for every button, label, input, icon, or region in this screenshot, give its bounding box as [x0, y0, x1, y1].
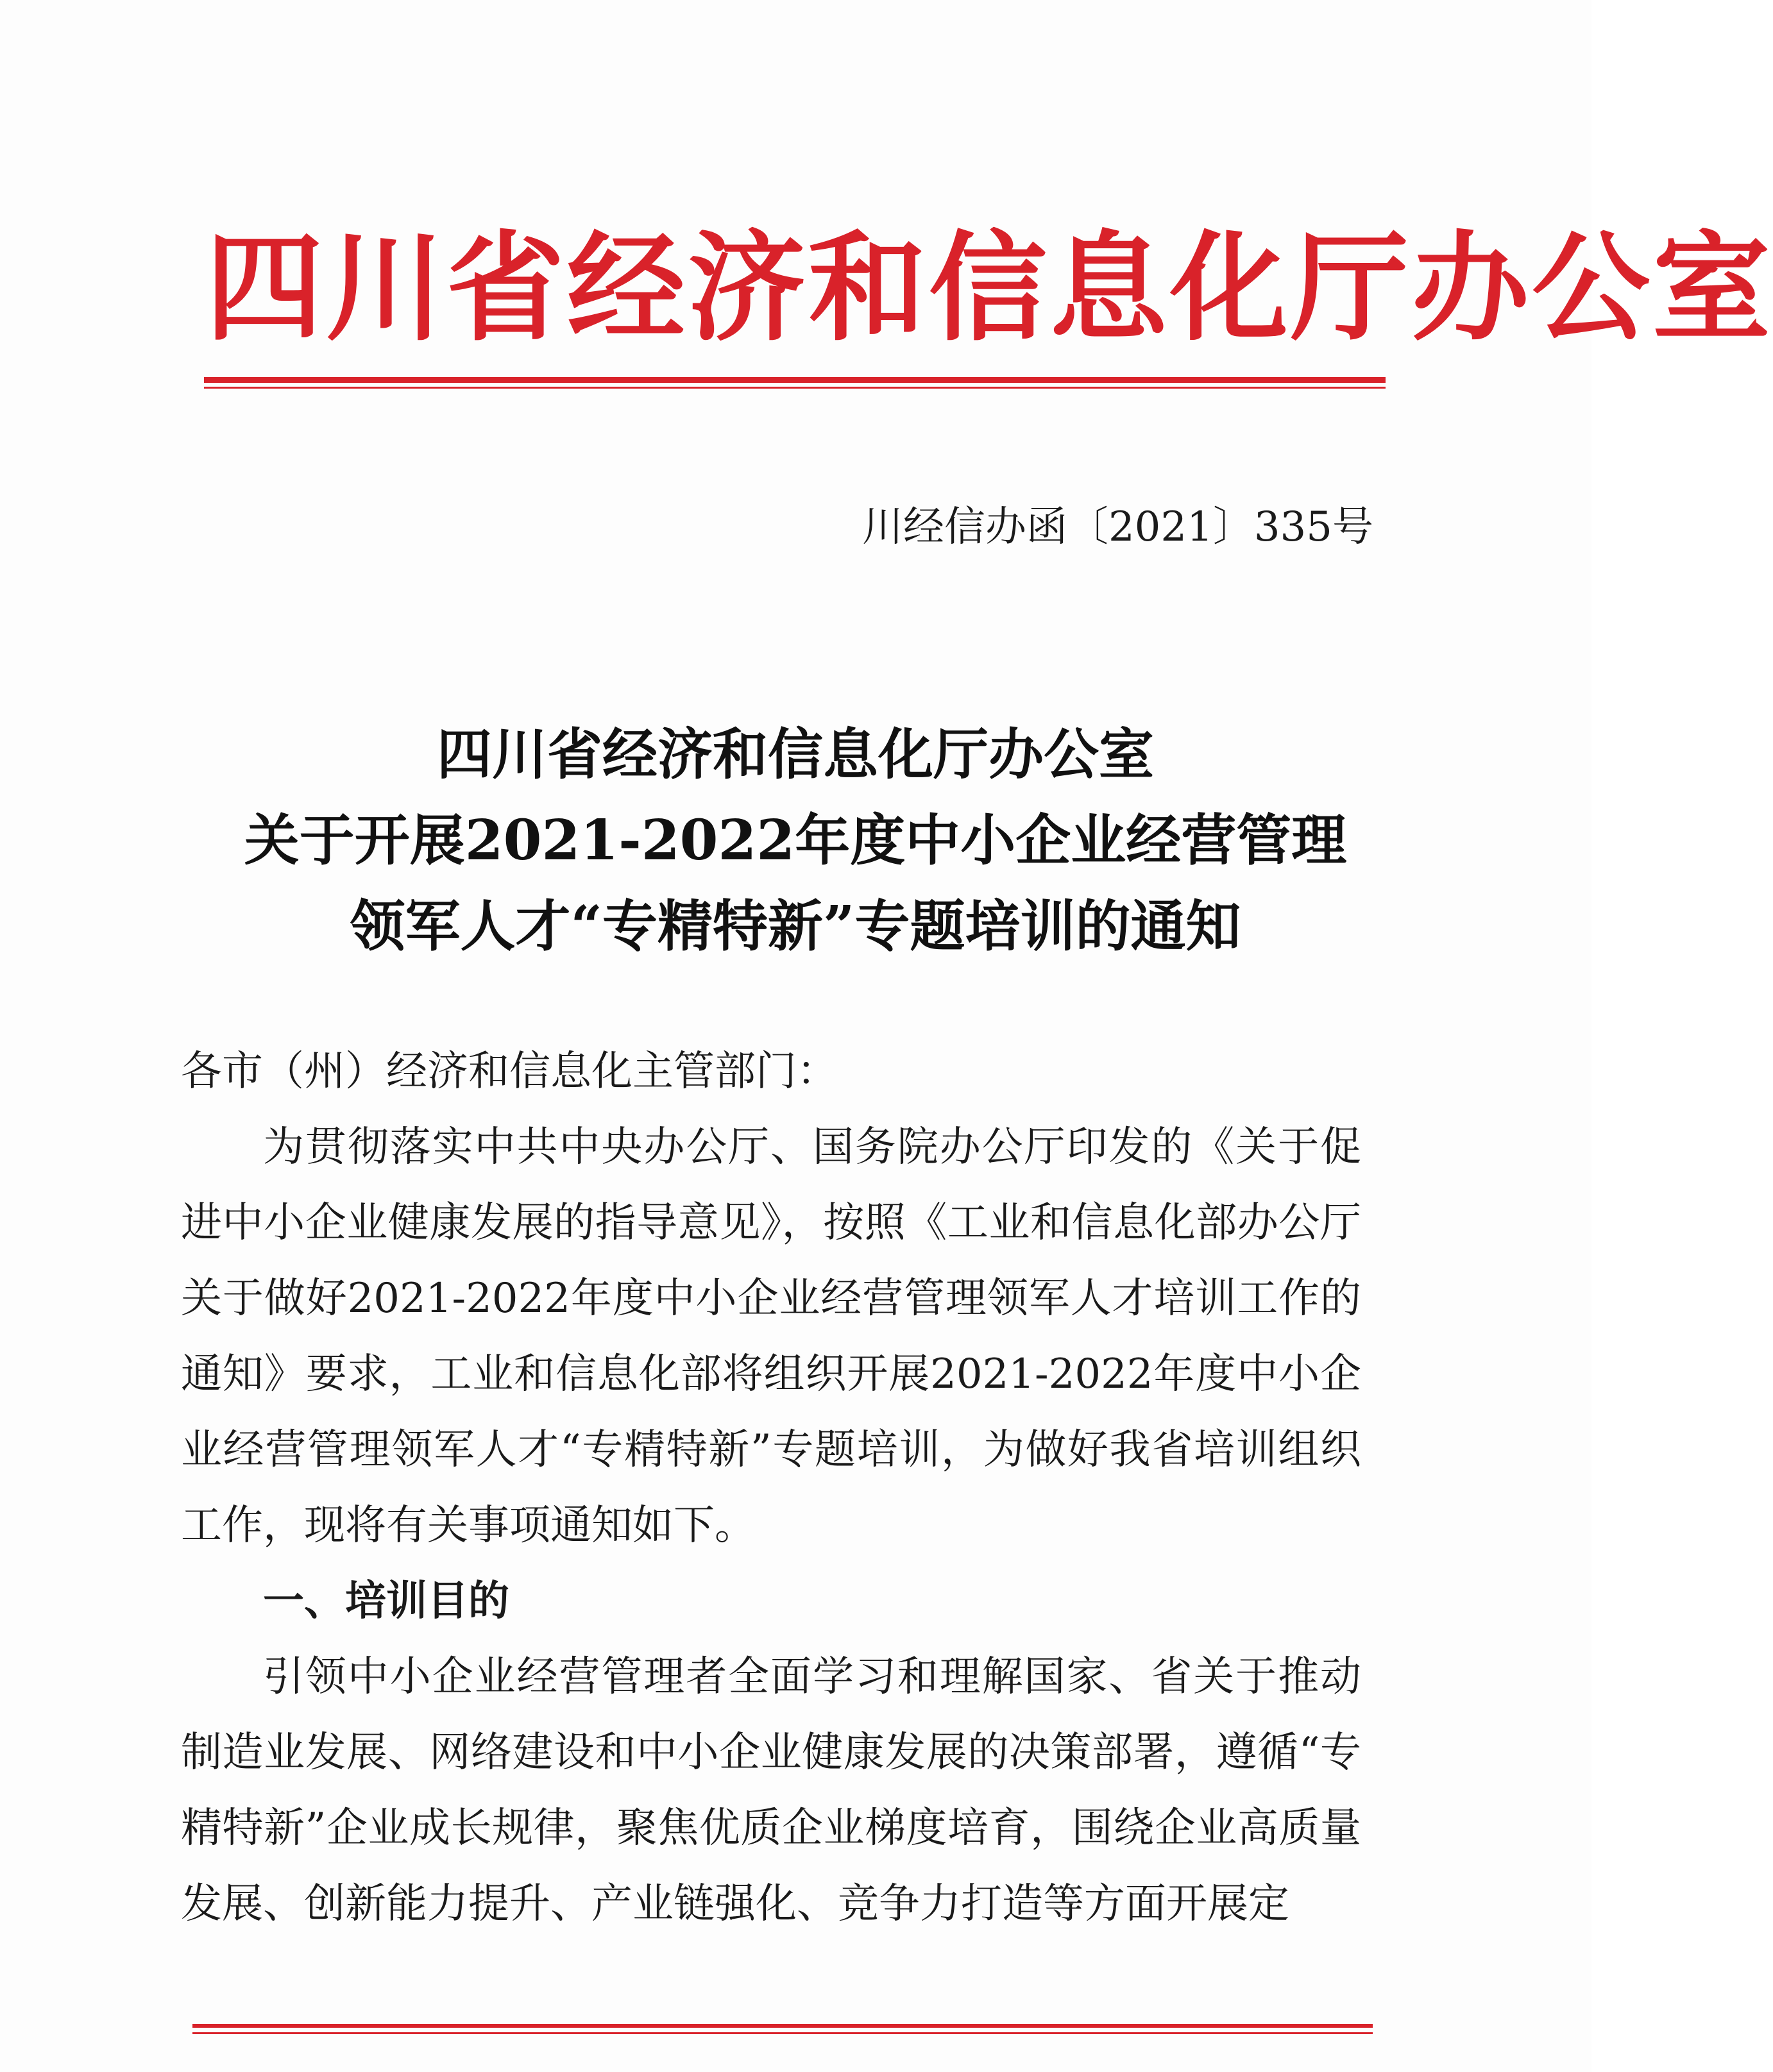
- letterhead-red-rule-thin: [204, 387, 1386, 389]
- title-line-1: 四川省经济和信息化厅办公室: [437, 722, 1154, 787]
- document-title: [167, 712, 1424, 970]
- section-heading-1: 一、培训目的: [263, 1578, 509, 1625]
- title-line-3: 领军人才“专精特新”专题培训的通知: [350, 894, 1241, 959]
- footer-red-rule: [192, 2024, 1373, 2028]
- paragraph-intro: 为贯彻落实中共中央办公厅、国务院办公厅印发的《关于促进中小企业健康发展的指导意见》，按照《工业和信息化部办公厅关于做好2021-2022年度中小企业经营管理领军人才培训工作的通知》要求，工业和信息化部将组织开展2021-2022年度中小企业经营管理领军人才“专精特新”专题培训，为做好我省培训组织工作，现将有关事项通知如下。: [181, 1124, 1361, 1549]
- document-number: 川经信办函〔2021〕335号: [861, 503, 1373, 551]
- footer-red-rule-thin: [192, 2032, 1373, 2034]
- letterhead-title: 四川省经济和信息化厅办公室: [205, 220, 1773, 357]
- document-body: [181, 1034, 1361, 1942]
- letterhead-red-rule: [204, 377, 1386, 383]
- paragraph-training-purpose: 引领中小企业经营管理者全面学习和理解国家、省关于推动制造业发展、网络建设和中小企业健康发展的决策部署，遵循“专精特新”企业成长规律，聚焦优质企业梯度培育，围绕企业高质量发展、创新能力提升、产业链强化、竞争力打造等方面开展定: [181, 1653, 1361, 1928]
- title-line-2: 关于开展2021-2022年度中小企业经营管理: [244, 808, 1347, 873]
- salutation: 各市（州）经济和信息化主管部门：: [181, 1048, 838, 1095]
